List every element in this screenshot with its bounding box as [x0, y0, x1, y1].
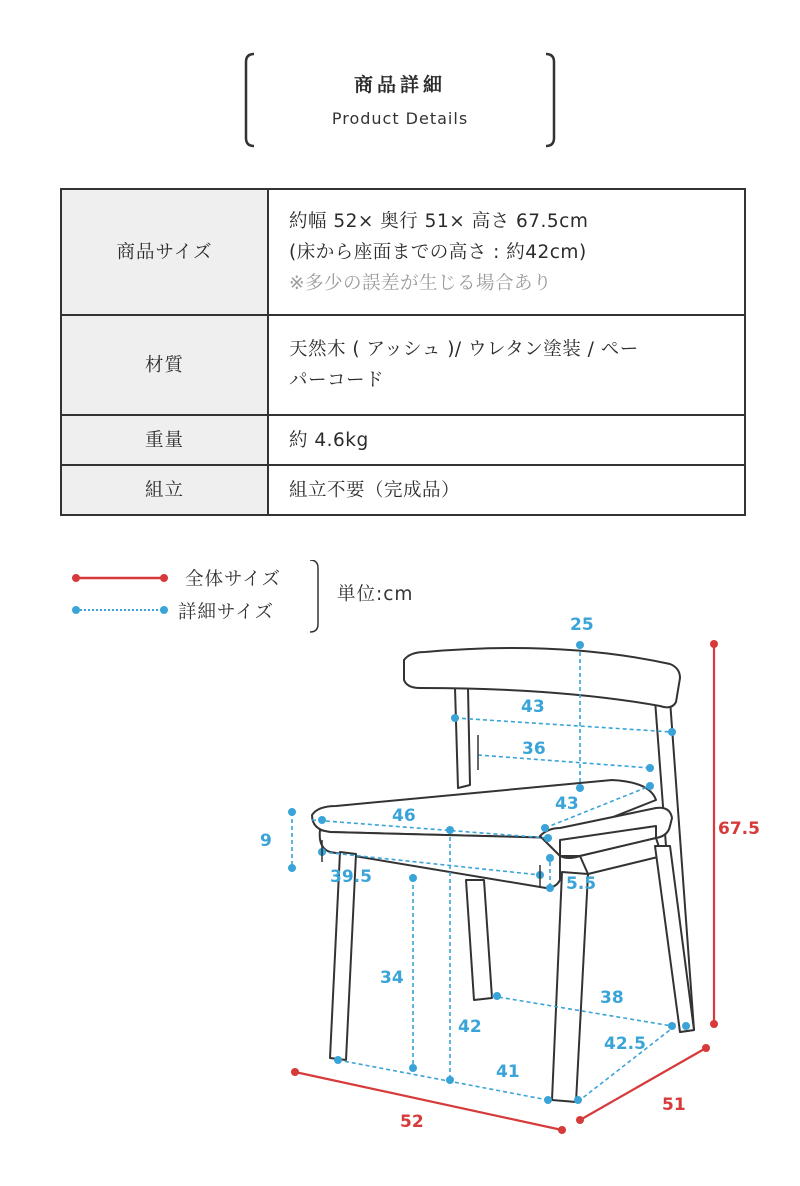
row-label: 重量 — [61, 415, 268, 465]
table-row — [61, 465, 745, 515]
dim-leg-span-depth: 42.5 — [604, 1034, 646, 1054]
heading-brackets — [242, 52, 558, 148]
dim-total-depth: 51 — [662, 1095, 686, 1115]
unit-label: 単位:cm — [337, 584, 414, 605]
spec-table — [60, 188, 746, 516]
dim-seat-height: 42 — [458, 1017, 482, 1037]
dim-seat-inner-width: 39.5 — [330, 867, 372, 887]
dim-backrest-width-inner: 36 — [522, 739, 546, 759]
row-value: 約 4.6kg — [268, 415, 745, 465]
chair-diagram — [0, 540, 800, 1186]
material-line: 天然木 ( アッシュ )/ ウレタン塗装 / ペー — [289, 339, 639, 360]
dim-total-height: 67.5 — [718, 819, 760, 839]
row-label: 商品サイズ — [61, 189, 268, 315]
legend-overall-label: 全体サイズ — [185, 569, 282, 590]
table-row — [61, 415, 745, 465]
row-label: 組立 — [61, 465, 268, 515]
dim-seat-thickness: 9 — [260, 831, 272, 851]
dim-leg-span-side: 38 — [600, 988, 624, 1008]
table-row — [61, 315, 745, 415]
dim-leg-height: 34 — [380, 968, 404, 988]
row-value: 組立不要（完成品） — [268, 465, 745, 515]
size-line: 約幅 52× 奥行 51× 高さ 67.5cm — [289, 210, 589, 232]
dim-seat-width: 46 — [392, 806, 416, 826]
heading-title-jp: 商品詳細 — [353, 74, 446, 96]
dim-armrest-thickness: 5.5 — [566, 874, 597, 894]
material-line: パーコード — [289, 370, 385, 391]
size-line: (床から座面までの高さ : 約42cm) — [289, 241, 587, 263]
size-note: ※多少の誤差が生じる場合あり — [289, 272, 553, 294]
legend-detail-label: 詳細サイズ — [178, 602, 275, 623]
table-row — [61, 189, 745, 315]
dim-leg-span-front: 41 — [496, 1062, 520, 1082]
dim-seat-depth: 43 — [555, 794, 579, 814]
page-heading — [242, 52, 558, 148]
row-value — [268, 315, 745, 415]
dim-backrest-width-top: 43 — [521, 697, 545, 717]
dim-total-width: 52 — [400, 1112, 424, 1132]
overall-dimension-lines — [295, 644, 714, 1130]
dim-backrest-depth: 25 — [570, 615, 594, 635]
heading-title-en: Product Details — [331, 109, 469, 128]
row-value — [268, 189, 745, 315]
row-label: 材質 — [61, 315, 268, 415]
